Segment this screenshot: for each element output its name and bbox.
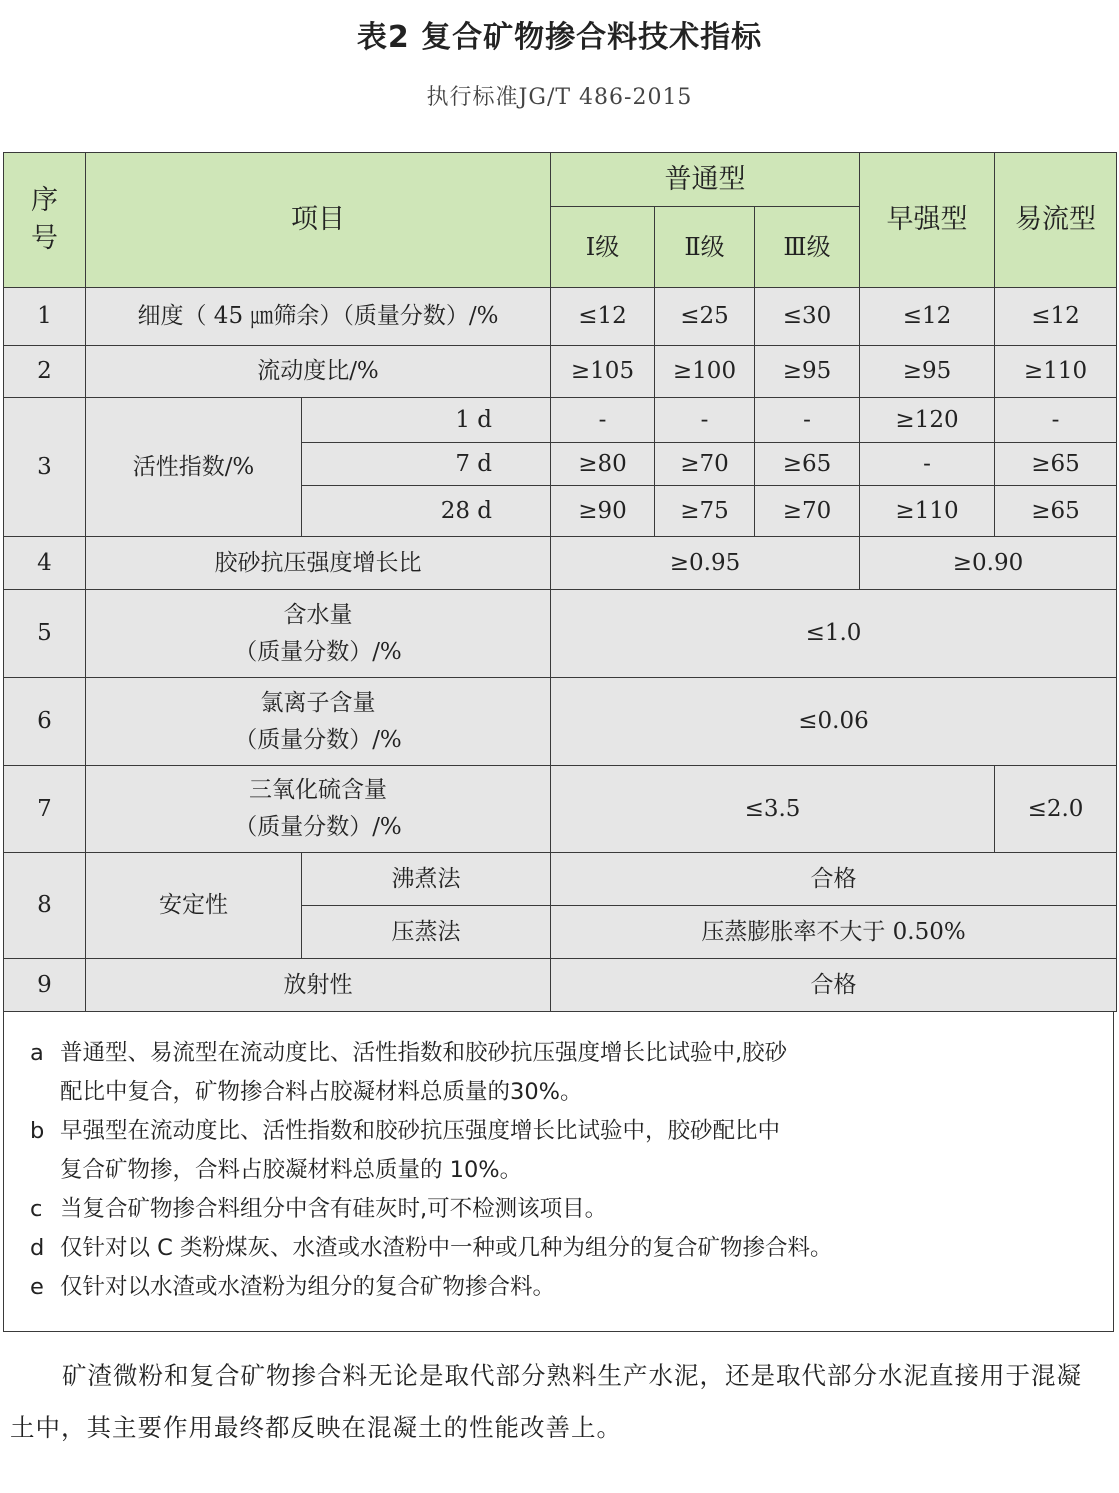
value-cell: -	[755, 398, 860, 443]
spec-table	[3, 152, 1117, 1012]
note-label: e	[30, 1274, 44, 1300]
note-text: 仅针对以水渣或水渣粉为组分的复合矿物掺合料。	[60, 1274, 556, 1300]
table-row	[4, 537, 1117, 590]
note-a	[30, 1034, 1087, 1112]
value-cell: ≤3.5	[551, 766, 995, 853]
row-seq: 9	[4, 959, 86, 1012]
age-cell: 1 d	[302, 398, 551, 443]
row-item: 细度（ 45 ㎛筛余）（质量分数）/%	[86, 288, 551, 346]
note-text: 当复合矿物掺合料组分中含有硅灰时,可不检测该项目。	[60, 1196, 608, 1222]
value-cell: 压蒸膨胀率不大于 0.50%	[551, 906, 1117, 959]
note-label: a	[30, 1040, 44, 1066]
header-flow: 易流型	[995, 153, 1117, 288]
header-seq: 序号	[4, 153, 86, 288]
value-cell: ≤30	[755, 288, 860, 346]
value-cell: 合格	[551, 959, 1117, 1012]
row-item	[86, 678, 551, 766]
row-item-line: 三氧化硫含量	[249, 777, 387, 804]
row-item: 安定性	[86, 853, 302, 959]
note-text: 复合矿物掺，合料占胶凝材料总质量的 10%。	[60, 1157, 523, 1183]
value-cell: ≥110	[995, 346, 1117, 398]
note-b	[30, 1112, 1087, 1190]
table-row	[4, 959, 1117, 1012]
document-title: 表2 复合矿物掺合料技术指标	[356, 20, 763, 55]
method-cell: 压蒸法	[302, 906, 551, 959]
table-row	[4, 853, 1117, 906]
row-item	[86, 766, 551, 853]
header-early: 早强型	[860, 153, 995, 288]
row-item: 放射性	[86, 959, 551, 1012]
value-cell: ≤12	[551, 288, 655, 346]
value-cell: ≥65	[995, 486, 1117, 537]
row-seq: 2	[4, 346, 86, 398]
value-cell: ≤1.0	[551, 590, 1117, 678]
row-item: 流动度比/%	[86, 346, 551, 398]
note-text: 配比中复合，矿物掺合料占胶凝材料总质量的30%。	[60, 1079, 583, 1105]
row-seq: 6	[4, 678, 86, 766]
value-cell: ≥95	[755, 346, 860, 398]
value-cell: ≥65	[755, 443, 860, 486]
table-row	[4, 288, 1117, 346]
row-item	[86, 590, 551, 678]
value-cell: ≥110	[860, 486, 995, 537]
note-e	[30, 1268, 1087, 1307]
row-item-line: （质量分数）/%	[234, 638, 402, 665]
header-grade-1: Ⅰ级	[551, 207, 655, 288]
value-cell: ≥75	[655, 486, 755, 537]
row-seq: 7	[4, 766, 86, 853]
table-row	[4, 398, 1117, 443]
header-grade-3: Ⅲ级	[755, 207, 860, 288]
header-item: 项目	[86, 153, 551, 288]
value-cell: ≥70	[655, 443, 755, 486]
row-seq: 8	[4, 853, 86, 959]
note-c	[30, 1190, 1087, 1229]
note-text: 仅针对以 C 类粉煤灰、水渣或水渣粉中一种或几种为组分的复合矿物掺合料。	[60, 1235, 833, 1261]
method-cell: 沸煮法	[302, 853, 551, 906]
table-row	[4, 590, 1117, 678]
value-cell: ≥0.90	[860, 537, 1117, 590]
value-cell: ≥90	[551, 486, 655, 537]
value-cell: -	[860, 443, 995, 486]
table-row	[4, 678, 1117, 766]
header-grade-2: Ⅱ级	[655, 207, 755, 288]
row-item-line: 含水量	[283, 601, 353, 628]
row-item-line: （质量分数）/%	[234, 726, 402, 753]
header-normal: 普通型	[551, 153, 860, 207]
row-seq: 4	[4, 537, 86, 590]
row-item: 胶砂抗压强度增长比	[86, 537, 551, 590]
value-cell: ≥100	[655, 346, 755, 398]
table-row	[4, 766, 1117, 853]
value-cell: ≥105	[551, 346, 655, 398]
note-label: b	[30, 1118, 45, 1144]
value-cell: ≤12	[995, 288, 1117, 346]
value-cell: ≤2.0	[995, 766, 1117, 853]
row-seq: 1	[4, 288, 86, 346]
note-label: d	[30, 1235, 45, 1261]
value-cell: ≥80	[551, 443, 655, 486]
row-item: 活性指数/%	[86, 398, 302, 537]
value-cell: -	[551, 398, 655, 443]
note-d	[30, 1229, 1087, 1268]
value-cell: ≥95	[860, 346, 995, 398]
value-cell: ≥120	[860, 398, 995, 443]
standard-subtitle: 执行标准JG/T 486-2015	[426, 85, 693, 110]
value-cell: ≥65	[995, 443, 1117, 486]
value-cell: ≥0.95	[551, 537, 860, 590]
body-paragraph: 矿渣微粉和复合矿物掺合料无论是取代部分熟料生产水泥，还是取代部分水泥直接用于混凝土中，其主要作用最终都反映在混凝土的性能改善上。	[10, 1361, 1082, 1442]
value-cell: -	[995, 398, 1117, 443]
row-seq: 3	[4, 398, 86, 537]
value-cell: 合格	[551, 853, 1117, 906]
age-cell: 28 d	[302, 486, 551, 537]
value-cell: ≤25	[655, 288, 755, 346]
note-text: 早强型在流动度比、活性指数和胶砂抗压强度增长比试验中，胶砂配比中	[60, 1118, 781, 1144]
value-cell: ≤12	[860, 288, 995, 346]
note-label: c	[30, 1196, 43, 1222]
value-cell: ≤0.06	[551, 678, 1117, 766]
note-text: 普通型、易流型在流动度比、活性指数和胶砂抗压强度增长比试验中,胶砂	[60, 1040, 788, 1066]
row-seq: 5	[4, 590, 86, 678]
table-notes	[3, 1012, 1114, 1332]
value-cell: ≥70	[755, 486, 860, 537]
header-row-1	[4, 153, 1117, 207]
age-cell: 7 d	[302, 443, 551, 486]
row-item-line: 氯离子含量	[260, 689, 376, 716]
row-item-line: （质量分数）/%	[234, 814, 402, 840]
table-row	[4, 346, 1117, 398]
value-cell: -	[655, 398, 755, 443]
